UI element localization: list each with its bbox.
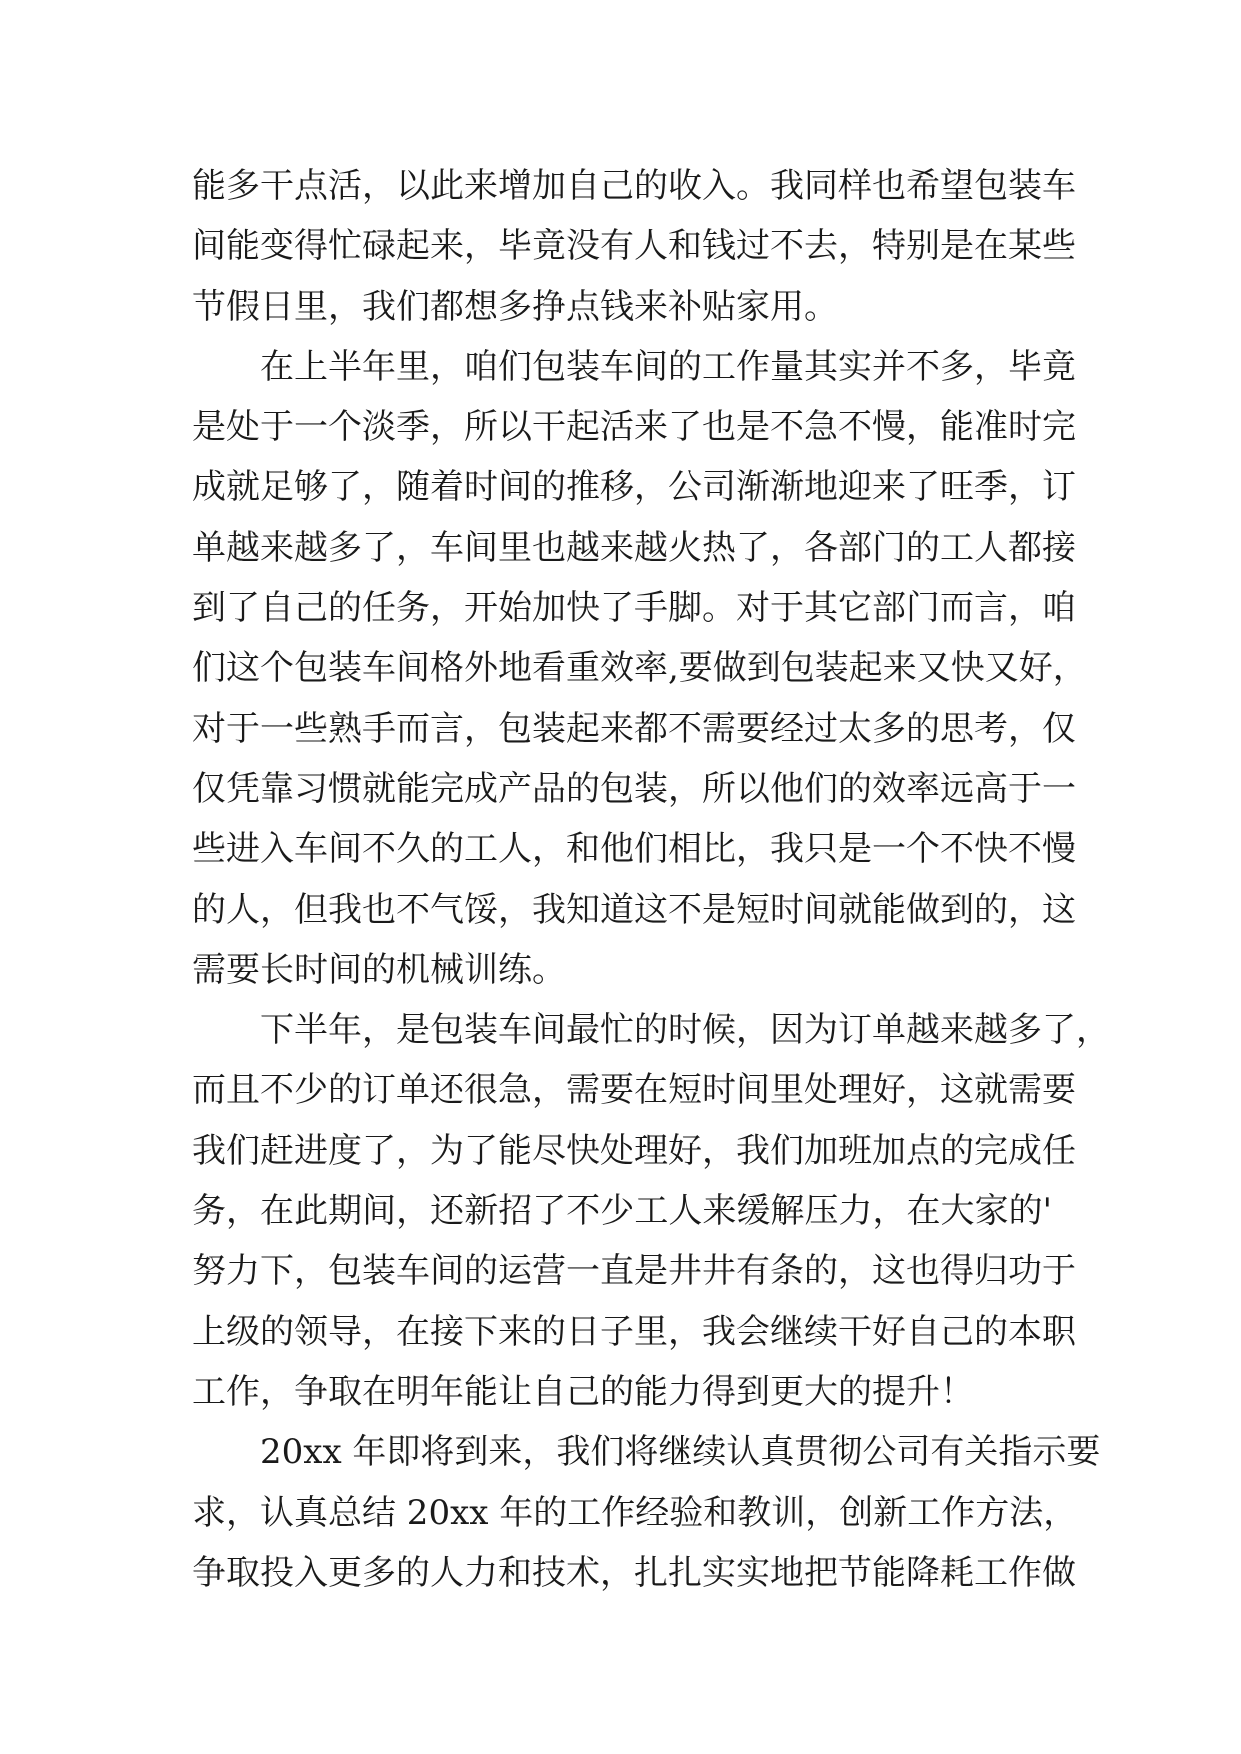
- text-line: 上级的领导，在接下来的日子里，我会继续干好自己的本职: [192, 1311, 1076, 1352]
- text-line: 对于一些熟手而言，包装起来都不需要经过太多的思考，仅: [192, 708, 1076, 749]
- text-line: 下半年，是包装车间最忙的时候，因为订单越来越多了，: [260, 1010, 1110, 1051]
- text-line: 20xx 年即将到来，我们将继续认真贯彻公司有关指示要: [260, 1432, 1101, 1473]
- paragraph: [192, 156, 1076, 337]
- text-line: 我们赶进度了，为了能尽快处理好，我们加班加点的完成任: [192, 1130, 1076, 1171]
- document-body: [192, 156, 1110, 1603]
- text-line: 们这个包装车间格外地看重效率,要做到包装起来又快又好，: [192, 648, 1087, 689]
- text-line: 务，在此期间，还新招了不少工人来缓解压力，在大家的': [192, 1191, 1052, 1232]
- text-line: 能多干点活，以此来增加自己的收入。我同样也希望包装车: [192, 166, 1076, 206]
- text-line: 的人，但我也不气馁，我知道这不是短时间就能做到的，这: [192, 889, 1076, 930]
- text-line: 单越来越多了，车间里也越来越火热了，各部门的工人都接: [192, 527, 1076, 568]
- text-line: 是处于一个淡季，所以干起活来了也是不急不慢，能准时完: [192, 407, 1076, 448]
- text-line: 在上半年里，咱们包装车间的工作量其实并不多，毕竟: [260, 346, 1076, 387]
- text-line: 些进入车间不久的工人，和他们相比，我只是一个不快不慢: [192, 829, 1076, 870]
- text-line: 仅凭靠习惯就能完成产品的包装，所以他们的效率远高于一: [192, 768, 1076, 809]
- paragraph: [192, 1000, 1110, 1422]
- text-line: 成就足够了，随着时间的推移，公司渐渐地迎来了旺季，订: [192, 467, 1076, 508]
- paragraph: [192, 337, 1087, 1000]
- text-line: 工作，争取在明年能让自己的能力得到更大的提升！: [192, 1371, 974, 1412]
- text-line: 到了自己的任务，开始加快了手脚。对于其它部门而言，咱: [192, 588, 1076, 629]
- text-line: 争取投入更多的人力和技术，扎扎实实地把节能降耗工作做: [192, 1552, 1076, 1593]
- text-line: 而且不少的订单还很急，需要在短时间里处理好，这就需要: [192, 1070, 1076, 1111]
- text-line: 节假日里，我们都想多挣点钱来补贴家用。: [192, 286, 838, 327]
- paragraph: [192, 1422, 1101, 1603]
- text-line: 需要长时间的机械训练。: [192, 949, 566, 990]
- text-line: 努力下，包装车间的运营一直是井井有条的，这也得归功于: [192, 1251, 1076, 1292]
- text-line: 间能变得忙碌起来，毕竟没有人和钱过不去，特别是在某些: [192, 226, 1076, 267]
- text-line: 求，认真总结 20xx 年的工作经验和教训，创新工作方法，: [192, 1492, 1078, 1533]
